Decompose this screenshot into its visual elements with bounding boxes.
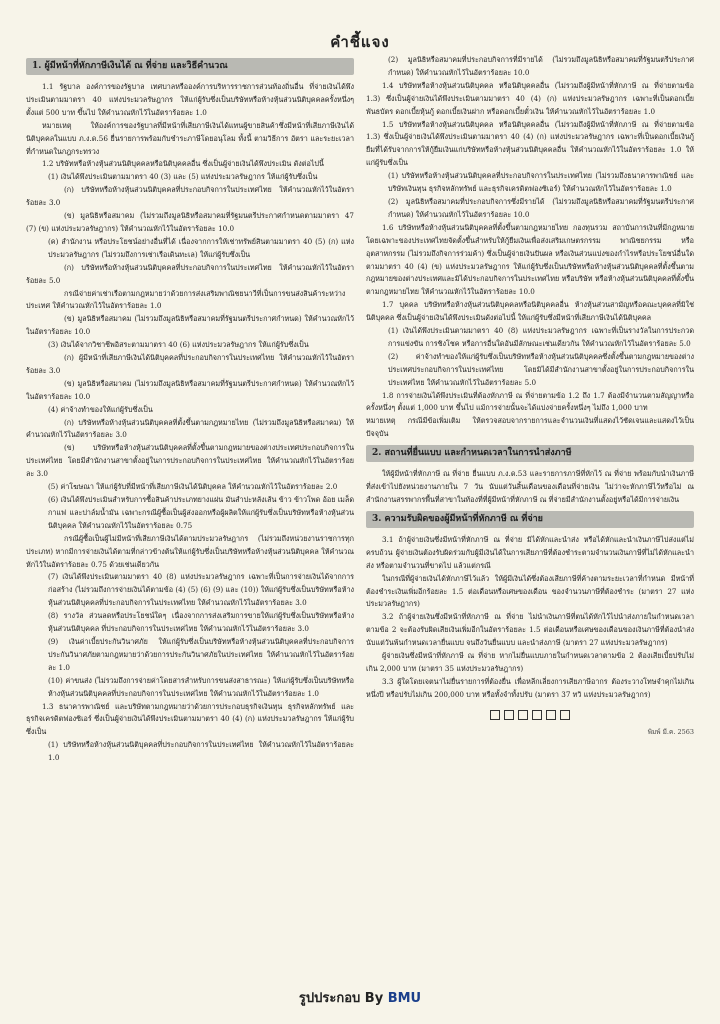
square-icon bbox=[490, 710, 500, 720]
item-2-note: กรณีจ่ายค่าเช่าเรือตามกฎหมายว่าด้วยการส่งเสริมพาณิชยนาวีที่เป็นการขนส่งสินค้าระหว่างประเทศ ให้คำนวณหักไว้ในอัตราร้อยละ 1.0 bbox=[26, 288, 346, 311]
item-3: (3) เงินได้จากวิชาชีพอิสระตามมาตรา 40 (6) แห่งประมวลรัษฎากร ให้แก่ผู้รับซึ่งเป็น bbox=[48, 340, 309, 350]
item-1-a: (ก) บริษัทหรือห้างหุ้นส่วนนิติบุคคลที่ประกอบกิจการในประเทศไทย ให้คำนวณหักไว้ในอัตราร้อยละ 3.0 bbox=[26, 185, 354, 208]
paragraph-3-2-b: ผู้จ่ายเงินซึ่งมีหน้าที่หักภาษี ณ ที่จ่าย หากไม่ยื่นแบบภายในกำหนดเวลาตามข้อ 2 ต้องเสียเบี้ยปรับไม่เกิน 2,000 บาท (มาตรา 35 แห่งประมวลรัษฎากร) bbox=[366, 651, 694, 673]
paragraph-1-1: 1.1 รัฐบาล องค์การของรัฐบาล เทศบาลหรือองค์การบริหารราชการส่วนท้องถิ่นอื่น ที่จ่ายเงินได้พึงประเมินตามมาตรา 40 แห่งประมวลรัษฎากร ให้แก่ผู้รับซึ่งเป็นบริษัทหรือห้างหุ้นส่วนนิติบุคคลครั้งหนึ่งๆ ตั้งแต่ 500 บาท ขึ้นไป ให้คำนวณหักไว้ในอัตราร้อยละ 1.0 bbox=[26, 82, 354, 117]
paragraph-1-5: 1.5 บริษัทหรือห้างหุ้นส่วนนิติบุคคล หรือนิติบุคคลอื่น (ไม่รวมถึงผู้มีหน้าที่หักภาษี ณ ที่จ่ายตามข้อ 1.3) ซึ่งเป็นผู้จ่ายเงินได้พึงประเมินตามมาตรา 40 (4) (ก) แห่งประมวลรัษฎากร เฉพาะที่เป็นดอกเบี้ยเงินกู้ยืมที่ได้รับจากการให้กู้ยืมเงินแก่บริษัทหรือห้างหุ้นส่วนนิติบุคคลอื่น ให้คำนวณหักไว้ในอัตราร้อยละ 1.0 ให้แก่ผู้รับซึ่งเป็น bbox=[366, 119, 694, 168]
item-2: (ค) สำนักงาน หรือประโยชน์อย่างอื่นที่ได้ เนื่องจากการให้เช่าทรัพย์สินตามมาตรา 40 (5) (ก) แห่งประมวลรัษฎากร (ไม่รวมถึงการเช่าเรือเดินทะเล) ให้แก่ผู้รับซึ่งเป็น bbox=[48, 236, 354, 259]
square-icon bbox=[532, 710, 542, 720]
left-column bbox=[26, 54, 354, 980]
item-3-a: (ก) ผู้มีหน้าที่เสียภาษีเงินได้นิติบุคคลที่ประกอบกิจการในประเทศไทย ให้คำนวณหักไว้ในอัตราร้อยละ 3.0 bbox=[26, 353, 354, 375]
item-4: (4) ค่าจ้างทำของให้แก่ผู้รับซึ่งเป็น bbox=[48, 404, 153, 414]
item-8: (8) รางวัล ส่วนลดหรือประโยชน์ใดๆ เนื่องจากการส่งเสริมการขายให้แก่ผู้รับซึ่งเป็นบริษัทหรือห้างหุ้นส่วนนิติบุคคล ที่ประกอบกิจการในประเทศไทย ให้คำนวณหักไว้ในอัตราร้อยละ 3.0 bbox=[48, 611, 354, 634]
item-1-5-2: (2) มูลนิธิหรือสมาคมที่ประกอบกิจการซึ่งมีรายได้ (ไม่รวมถึงมูลนิธิหรือสมาคมที่รัฐมนตรีประกาศกำหนด) ให้คำนวณหักไว้ในอัตราร้อยละ 10.0 bbox=[388, 196, 694, 219]
paragraph-3-3: 3.3 ผู้ใดโดยเจตนาไม่ยื่นรายการที่ต้องยื่น เพื่อหลีกเลี่ยงการเสียภาษีอากร ต้องระวางโทษจำคุกไม่เกินหนึ่งปี หรือปรับไม่เกิน 200,000 บาท หรือทั้งจำทั้งปรับ (มาตรา 37 ทวิ แห่งประมวลรัษฎากร) bbox=[366, 676, 694, 699]
columns bbox=[26, 54, 694, 980]
paragraph-1-4: 1.4 บริษัทหรือห้างหุ้นส่วนนิติบุคคล หรือนิติบุคคลอื่น (ไม่รวมถึงผู้มีหน้าที่หักภาษี ณ ที่จ่ายตามข้อ 1.3) ซึ่งเป็นผู้จ่ายเงินได้พึงประเมินตามมาตรา 40 (4) (ก) แห่งประมวลรัษฎากร เฉพาะที่เป็นดอกเบี้ยพันธบัตร ดอกเบี้ยหุ้นกู้ ดอกเบี้ยเงินฝาก หรือดอกเบี้ยตั๋วเงิน ให้คำนวณหักไว้ในอัตราร้อยละ 1.0 bbox=[366, 80, 694, 116]
bmu-logo: BMU bbox=[387, 991, 422, 1006]
paragraph-1-8: 1.8 การจ่ายเงินได้พึงประเมินที่ต้องหักภาษี ณ ที่จ่ายตามข้อ 1.2 ถึง 1.7 ต้องมีจำนวนตามสัญญาหรือครั้งหนึ่งๆ ตั้งแต่ 1,000 บาท ขึ้นไป แม้การจ่ายนั้นจะได้แบ่งจ่ายครั้งหนึ่งๆ ไม่ถึง 1,000 บาท bbox=[366, 390, 694, 413]
section-2-text: ให้ผู้มีหน้าที่หักภาษี ณ ที่จ่าย ยื่นแบบ ภ.ง.ด.53 และรายการภาษีที่หักไว้ ณ ที่จ่าย พร้อมกับนำเงินภาษีที่ส่งเข้าไปยังหน่วยงานภายใน 7 วัน นับแต่วันสิ้นเดือนของเดือนที่จ่ายเงิน ไม่ว่าจะหักภาษีไว้หรือไม่ ณ สำนักงานสรรพากรพื้นที่สาขาในท้องที่ที่ผู้มีหน้าที่หักภาษี ณ ที่จ่ายมีสำนักงานตั้งอยู่หรือได้มีการจ่ายเงิน bbox=[366, 469, 694, 504]
paragraph-3-2: 3.2 ถ้าผู้จ่ายเงินซึ่งมีหน้าที่หักภาษี ณ ที่จ่าย ไม่นำเงินภาษีที่ตนได้หักไว้ไปนำส่งภายในกำหนดเวลาตามข้อ 2 จะต้องรับผิดเสียเงินเพิ่มอีกในอัตราร้อยละ 1.5 ต่อเดือนหรือเศษของเดือนของเงินภาษีที่ต้องนำส่ง นับแต่วันพ้นกำหนดเวลายื่นแบบ จนถึงวันยื่นแบบ และนำส่งภาษี (มาตรา 27 แห่งประมวลรัษฎากร) bbox=[366, 612, 694, 648]
brand-text: รูปประกอบ By bbox=[298, 991, 384, 1006]
paragraph-remark: หมายเหตุ กรณีมีข้อเพิ่มเติม ให้ตรวจสอบจากรายการและจำนวนเงินที่แสดงไว้ชัดเจนและแสดงไว้เป็นปัจจุบัน bbox=[366, 416, 694, 439]
item-1-3-2: (2) มูลนิธิหรือสมาคมที่ประกอบกิจการที่มีรายได้ (ไม่รวมถึงมูลนิธิหรือสมาคมที่รัฐมนตรีประกาศกำหนด) ให้คำนวณหักไว้ในอัตราร้อยละ 10.0 bbox=[388, 55, 694, 77]
paragraph-1-3: 1.3 ธนาคารพาณิชย์ และบริษัทตามกฎหมายว่าด้วยการประกอบธุรกิจเงินทุน ธุรกิจหลักทรัพย์ และธุรกิจเครดิตฟองซิเอร์ ซึ่งเป็นผู้จ่ายเงินได้พึงประเมินตามมาตรา 40 (4) (ก) แห่งประมวลรัษฎากร ให้แก่ผู้รับซึ่งเป็น bbox=[26, 701, 354, 737]
square-icon bbox=[560, 710, 570, 720]
item-6: (6) เงินได้พึงประเมินสำหรับการซื้อสินค้าประเภทยางแผ่น มันสำปะหลังเส้น ข้าว ข้าวโพด อ้อย เมล็ดกาแฟ และปาล์มน้ำมัน เฉพาะกรณีผู้ซื้อเป็นผู้ส่งออกหรือผู้ผลิตให้แก่ผู้รับซึ่งเป็นบริษัทหรือห้างหุ้นส่วนนิติบุคคล ให้คำนวณหักไว้ในอัตราร้อยละ 0.75 bbox=[48, 495, 354, 530]
checkbox-row bbox=[366, 710, 694, 722]
item-1-b: (ข) มูลนิธิหรือสมาคม (ไม่รวมถึงมูลนิธิหรือสมาคมที่รัฐมนตรีประกาศกำหนดตามมาตรา 47 (7) (ข) แห่งประมวลรัษฎากร) ให้คำนวณหักไว้ในอัตราร้อยละ 10.0 bbox=[26, 211, 354, 233]
item-4-b: (ข) บริษัทหรือห้างหุ้นส่วนนิติบุคคลที่ตั้งขึ้นตามกฎหมายของต่างประเทศประกอบกิจการในประเทศไทย โดยมีสำนักงานสาขาตั้งอยู่ในการประกอบกิจการในประเทศไทย ให้คำนวณหักไว้ในอัตราร้อยละ 3.0 bbox=[26, 443, 354, 479]
page-title: คำชี้แจง bbox=[330, 33, 390, 51]
paragraph-3-1: 3.1 ถ้าผู้จ่ายเงินซึ่งมีหน้าที่หักภาษี ณ ที่จ่าย มิได้หักและนำส่ง หรือได้หักและนำเงินภาษีไปส่งแต่ไม่ครบถ้วน ผู้จ่ายเงินต้องรับผิดร่วมกับผู้มีเงินได้ในการเสียภาษีที่ต้องชำระตามจำนวนเงินภาษีที่ไม่ได้หักและนำส่ง หรือตามจำนวนที่ขาดไป แล้วแต่กรณี bbox=[366, 534, 694, 570]
right-column bbox=[366, 54, 694, 980]
item-7: (7) เงินได้พึงประเมินตามมาตรา 40 (8) แห่งประมวลรัษฎากร เฉพาะที่เป็นการจ่ายเงินได้จากการก่อสร้าง (ไม่รวมถึงการจ่ายเงินได้ตามข้อ (4) (5) (6) (9) และ (10)) ให้แก่ผู้รับซึ่งเป็นบริษัทหรือห้างหุ้นส่วนนิติบุคคลที่ประกอบกิจการในประเทศไทย ให้คำนวณหักไว้ในอัตราร้อยละ 3.0 bbox=[48, 572, 354, 608]
print-date: พิมพ์ มี.ค. 2563 bbox=[647, 727, 694, 736]
item-10: (10) ค่าขนส่ง (ไม่รวมถึงการจ่ายค่าโดยสารสำหรับการขนส่งสาธารณะ) ให้แก่ผู้รับซึ่งเป็นบริษัทหรือห้างหุ้นส่วนนิติบุคคลที่ประกอบกิจการในประเทศไทย ให้คำนวณหักไว้ในอัตราร้อยละ 1.0 bbox=[48, 675, 354, 698]
paragraph-3-1-b: ในกรณีที่ผู้จ่ายเงินได้หักภาษีไว้แล้ว ให้ผู้มีเงินได้ซึ่งต้องเสียภาษีที่ค้างตามระยะเวลาที่กำหนด มีหน้าที่ต้องชำระเงินเพิ่มอีกร้อยละ 1.5 ต่อเดือนหรือเศษของเดือน ของจำนวนภาษีที่ต้องชำระ (มาตรา 27 แห่งประมวลรัษฎากร) bbox=[366, 573, 694, 609]
paragraph-note: หมายเหตุ ให้องค์การของรัฐบาลที่มีหน้าที่เสียภาษีเงินได้แทนผู้ขายสินค้าซึ่งมีหน้าที่เสียภาษีเงินได้นิติบุคคลในแบบ ภ.ง.ด.56 ยื่นรายการพร้อมกับชำระภาษีโดยอนุโลม ทั้งนี้ ตามวิธีการ อัตรา และระยะเวลาที่กำหนดในกฎกระทรวง bbox=[26, 120, 354, 156]
item-6-note: กรณีผู้ซื้อเป็นผู้ไม่มีหน้าที่เสียภาษีเงินได้ตามประมวลรัษฎากร (ไม่รวมถึงหน่วยงานราชการทุกประเภท) หากมีการจ่ายเงินได้ตามที่กล่าวข้างต้นให้แก่ผู้รับซึ่งเป็นบริษัทหรือห้างหุ้นส่วนนิติบุคคล ให้คำนวณหักไว้ในอัตราร้อยละ 0.75 ด้วยเช่นเดียวกัน bbox=[26, 533, 354, 569]
item-1-7-2: (2) ค่าจ้างทำของให้แก่ผู้รับซึ่งเป็นบริษัทหรือห้างหุ้นส่วนนิติบุคคลซึ่งตั้งขึ้นตามกฎหมายของต่างประเทศประกอบกิจการในประเทศไทย โดยมิได้มีสำนักงานสาขาตั้งอยู่ในการประกอบกิจการในประเทศไทย ให้คำนวณหักไว้ในอัตราร้อยละ 5.0 bbox=[388, 351, 694, 387]
item-2-b: (ข) มูลนิธิหรือสมาคม (ไม่รวมถึงมูลนิธิหรือสมาคมที่รัฐมนตรีประกาศกำหนด) ให้คำนวณหักไว้ในอัตราร้อยละ 10.0 bbox=[26, 314, 354, 337]
item-4-a: (ก) บริษัทหรือห้างหุ้นส่วนนิติบุคคลที่ตั้งขึ้นตามกฎหมายไทย (ไม่รวมถึงมูลนิธิหรือสมาคม) ให้คำนวณหักไว้ในอัตราร้อยละ 3.0 bbox=[26, 417, 354, 440]
paragraph-1-7: 1.7 บุคคล บริษัทหรือห้างหุ้นส่วนนิติบุคคลหรือนิติบุคคลอื่น ห้างหุ้นส่วนสามัญหรือคณะบุคคลที่มิใช่นิติบุคคล ซึ่งเป็นผู้จ่ายเงินได้พึงประเมินดังต่อไปนี้ ให้แก่ผู้รับซึ่งมีหน้าที่เสียภาษีเงินได้นิติบุคคล bbox=[366, 300, 694, 323]
section-3-heading: 3. ความรับผิดของผู้มีหน้าที่หักภาษี ณ ที่จ่าย bbox=[366, 511, 694, 528]
item-5: (5) ค่าโฆษณา ให้แก่ผู้รับที่มีหน้าที่เสียภาษีเงินได้นิติบุคคล ให้คำนวณหักไว้ในอัตราร้อยละ 2.0 bbox=[48, 482, 338, 492]
item-1: (1) เงินได้พึงประเมินตามมาตรา 40 (3) และ (5) แห่งประมวลรัษฎากร ให้แก่ผู้รับซึ่งเป็น bbox=[48, 172, 318, 182]
square-icon bbox=[518, 710, 528, 720]
paragraph-1-6: 1.6 บริษัทหรือห้างหุ้นส่วนนิติบุคคลที่ตั้งขึ้นตามกฎหมายไทย กองทุนรวม สถาบันการเงินที่มีกฎหมายโดยเฉพาะของประเทศไทยจัดตั้งขึ้นสำหรับให้กู้ยืมเงินเพื่อส่งเสริมเกษตรกรรม พาณิชยกรรม หรืออุตสาหกรรม (ไม่รวมถึงกิจการร่วมค้า) ซึ่งเป็นผู้จ่ายเงินปันผล หรือเงินส่วนแบ่งของกำไรหรือประโยชน์อื่นใดตามมาตรา 40 (4) (ข) แห่งประมวลรัษฎากร ให้แก่ผู้รับซึ่งเป็นบริษัทหรือห้างหุ้นส่วนนิติบุคคลที่ตั้งขึ้นตามกฎหมายของต่างประเทศและมิได้ประกอบกิจการในประเทศไทย หรือบริษัท หรือห้างหุ้นส่วนนิติบุคคลที่ตั้งขึ้นตามกฎหมายไทย ให้คำนวณหักไว้ในอัตราร้อยละ 10.0 bbox=[366, 222, 694, 297]
square-icon bbox=[546, 710, 556, 720]
item-1-7-1: (1) เงินได้พึงประเมินตามมาตรา 40 (8) แห่งประมวลรัษฎากร เฉพาะที่เป็นรางวัลในการประกวด การแข่งขัน การชิงโชค หรือการอื่นใดอันมีลักษณะเช่นเดียวกัน ให้คำนวณหักไว้ในอัตราร้อยละ 5.0 bbox=[388, 326, 694, 348]
item-3-b: (ข) มูลนิธิหรือสมาคม (ไม่รวมถึงมูลนิธิหรือสมาคมที่รัฐมนตรีประกาศกำหนด) ให้คำนวณหักไว้ในอัตราร้อยละ 10.0 bbox=[26, 378, 354, 401]
item-9: (9) เงินค่าเบี้ยประกันวินาศภัย ให้แก่ผู้รับซึ่งเป็นบริษัทหรือห้างหุ้นส่วนนิติบุคคลที่ประกอบกิจการประกันวินาศภัยตามกฎหมายว่าด้วยการประกันวินาศภัยในประเทศไทย ให้คำนวณหักไว้ในอัตราร้อยละ 1.0 bbox=[48, 636, 354, 672]
section-1-heading: 1. ผู้มีหน้าที่หักภาษีเงินได้ ณ ที่จ่าย และวิธีคำนวณ bbox=[26, 58, 354, 75]
section-2-heading: 2. สถานที่ยื่นแบบ และกำหนดเวลาในการนำส่งภาษี bbox=[366, 445, 694, 462]
paragraph-1-2: 1.2 บริษัทหรือห้างหุ้นส่วนนิติบุคคลหรือนิติบุคคลอื่น ซึ่งเป็นผู้จ่ายเงินได้พึงประเมิน ดังต่อไปนี้ bbox=[42, 159, 324, 169]
item-2-a: (ก) บริษัทหรือห้างหุ้นส่วนนิติบุคคลที่ประกอบกิจการในประเทศไทย ให้คำนวณหักไว้ในอัตราร้อยละ 5.0 bbox=[26, 262, 354, 285]
item-1-3-1: (1) บริษัทหรือห้างหุ้นส่วนนิติบุคคลที่ประกอบกิจการในประเทศไทย ให้คำนวณหักไว้ในอัตราร้อยละ 1.0 bbox=[48, 740, 354, 763]
brand-footer bbox=[0, 987, 720, 1008]
item-1-5-1: (1) บริษัทหรือห้างหุ้นส่วนนิติบุคคลที่ประกอบกิจการในประเทศไทย (ไม่รวมถึงธนาคารพาณิชย์ และบริษัทเงินทุน ธุรกิจหลักทรัพย์ และธุรกิจเครดิตฟองซิเอร์) ให้คำนวณหักไว้ในอัตราร้อยละ 1.0 bbox=[388, 171, 694, 194]
square-icon bbox=[504, 710, 514, 720]
